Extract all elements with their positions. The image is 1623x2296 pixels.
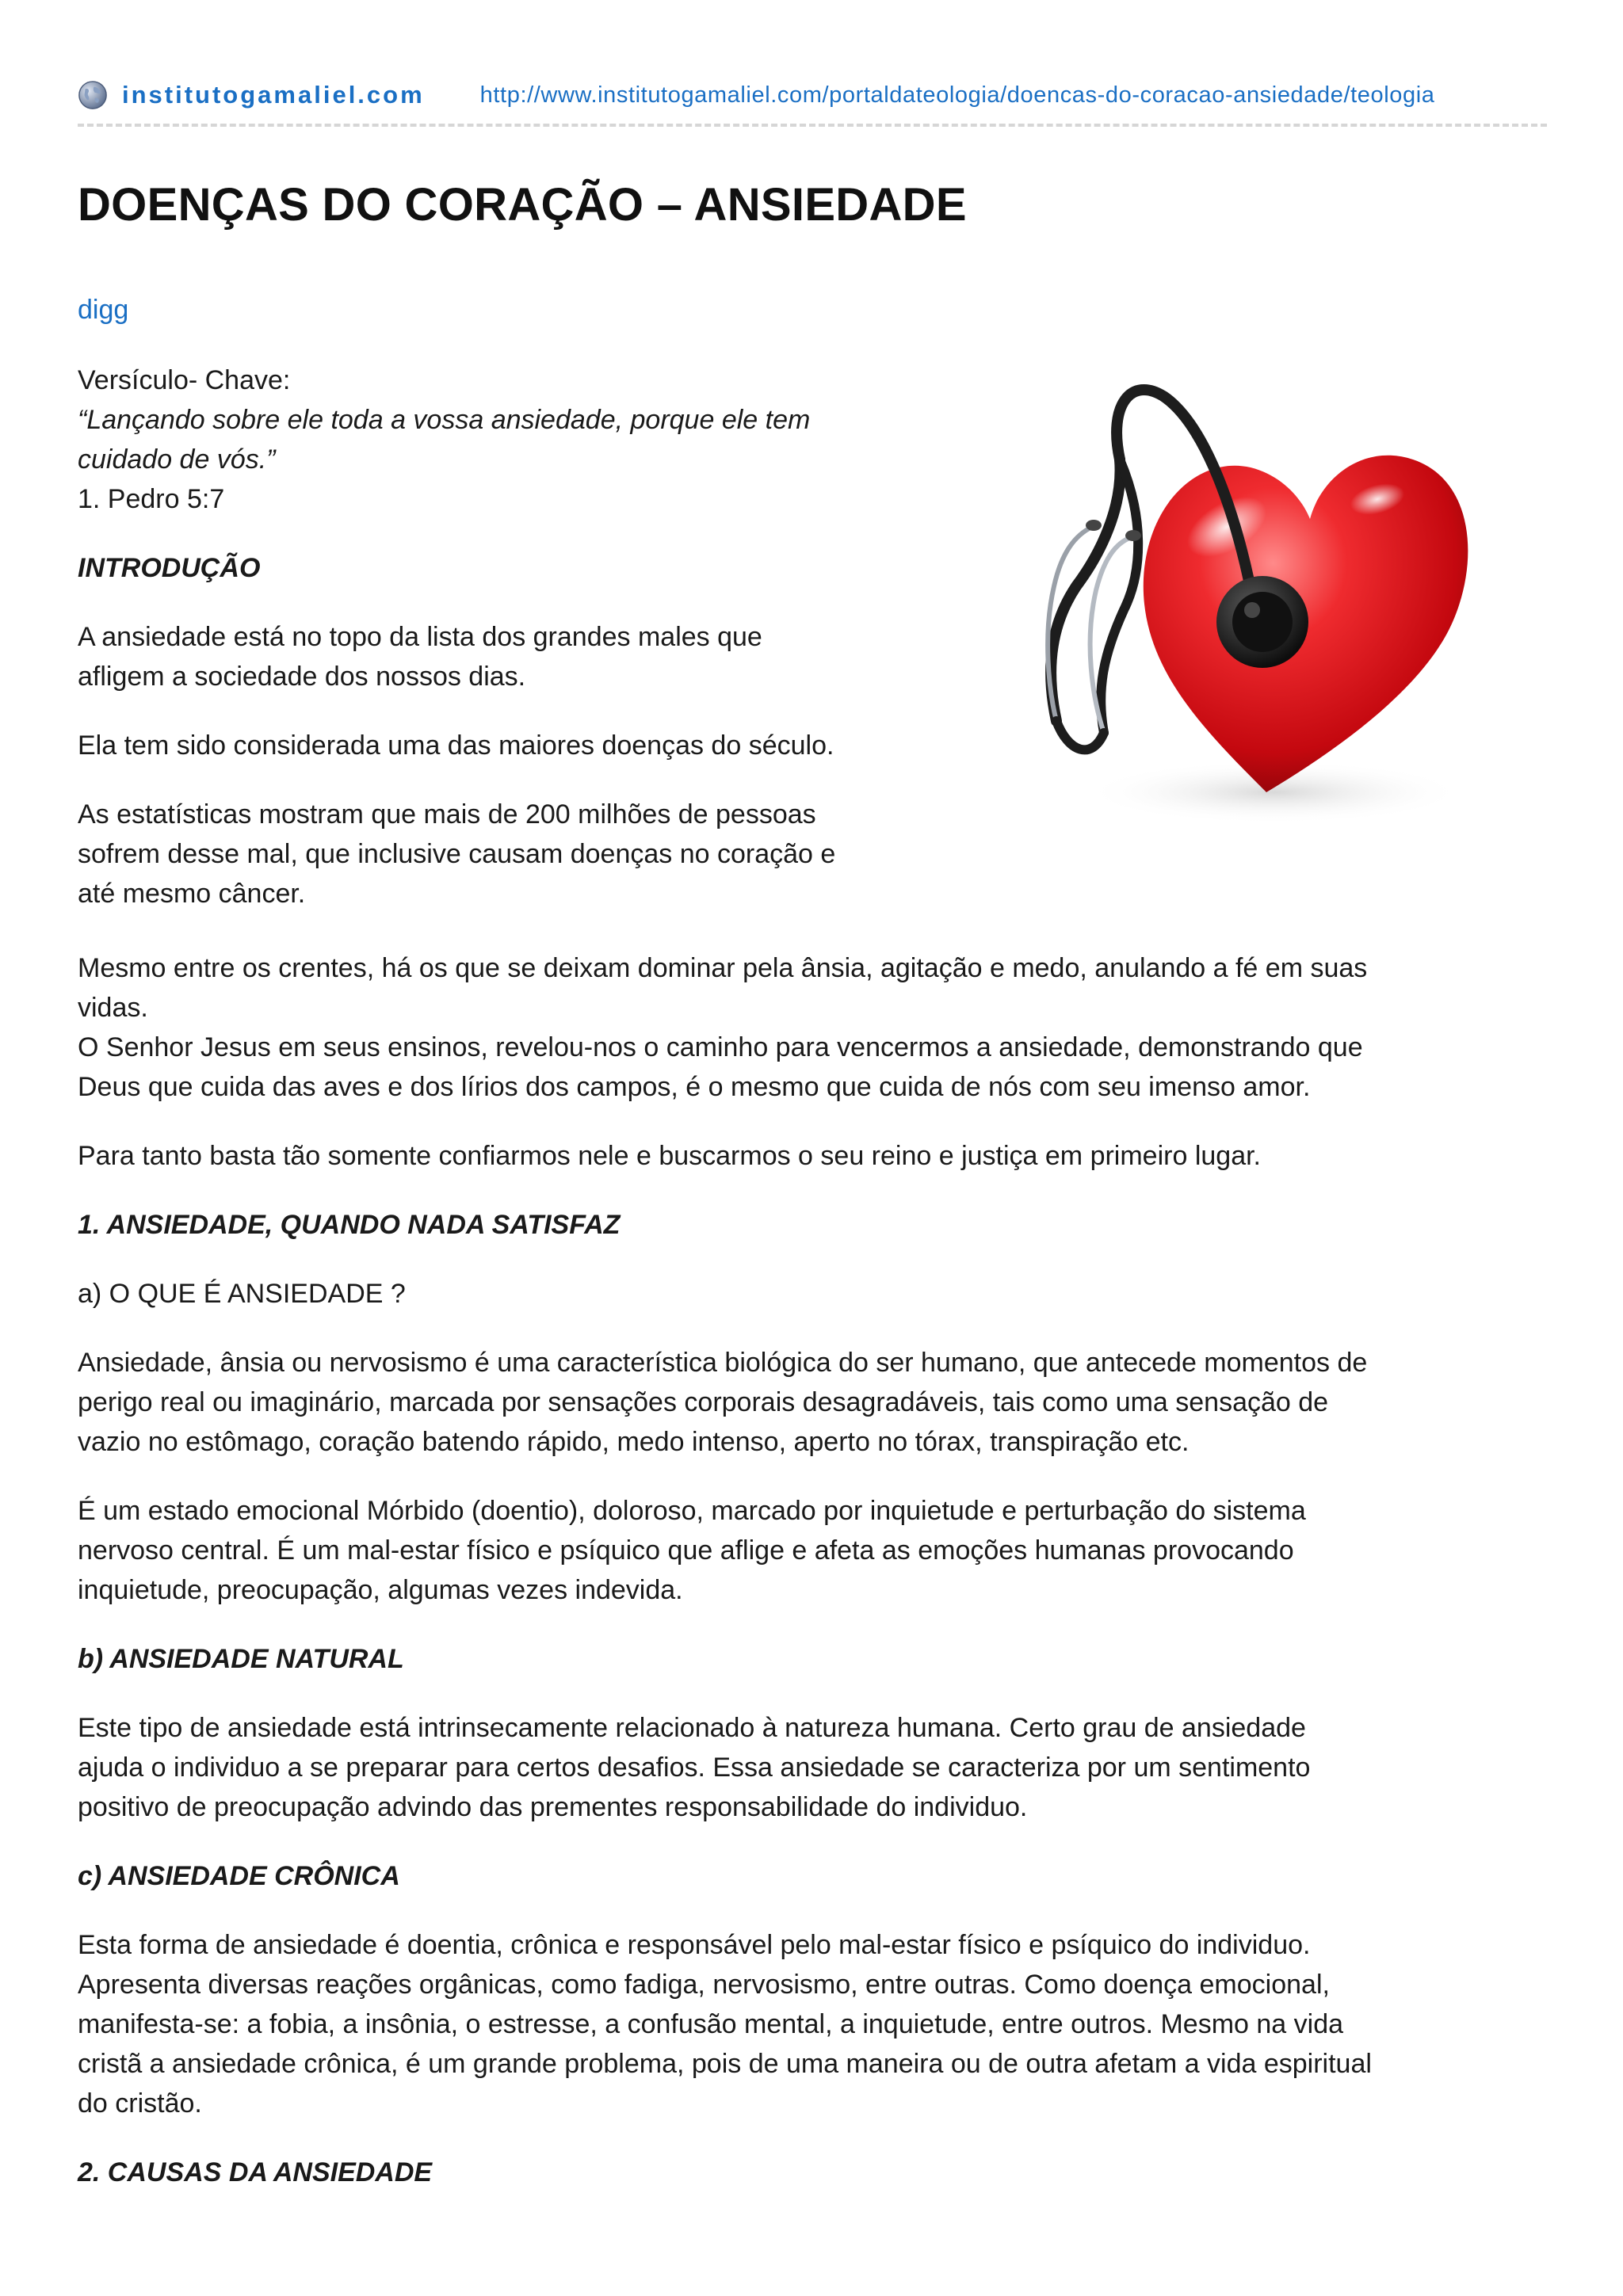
paragraph	[78, 1925, 1552, 2123]
page-title: DOENÇAS DO CORAÇÃO – ANSIEDADE	[78, 179, 967, 231]
text-line: manifesta-se: a fobia, a insônia, o estresse, a confusão mental, a inquietude, entre outros. Mesmo na vida	[78, 2009, 1344, 2039]
page-url-link[interactable]: http://www.institutogamaliel.com/portaldateologia/doencas-do-coracao-ansiedade/teologia	[479, 82, 1435, 108]
text-line: nervoso central. É um mal-estar físico e psíquico que aflige e afeta as emoções humanas provocando	[78, 1535, 1294, 1566]
text-line: As estatísticas mostram que mais de 200 milhões de pessoas	[78, 799, 816, 830]
intro-column	[78, 360, 957, 913]
text-line: perigo real ou imaginário, marcada por sensações corporais desagradáveis, tais como uma sensação de	[78, 1387, 1329, 1417]
paragraph	[78, 795, 957, 913]
paragraph: Ela tem sido considerada uma das maiores doenças do século.	[78, 730, 834, 761]
text-line: afligem a sociedade dos nossos dias.	[78, 662, 526, 692]
globe-icon	[78, 80, 108, 110]
verse-text-line: cuidado de vós.”	[78, 444, 276, 475]
heart-stethoscope-illustration	[1005, 349, 1480, 840]
header-divider	[78, 124, 1547, 127]
text-line: Esta forma de ansiedade é doentia, crônica e responsável pelo mal-estar físico e psíquico do individuo.	[78, 1930, 1311, 1960]
site-name-link[interactable]: institutogamaliel.com	[122, 81, 425, 109]
subheading: b) ANSIEDADE NATURAL	[78, 1644, 404, 1674]
text-line: ajuda o individuo a se preparar para certos desafios. Essa ansiedade se caracteriza por um sentimento	[78, 1753, 1311, 1783]
text-line: É um estado emocional Mórbido (doentio), doloroso, marcado por inquietude e perturbação do sistema	[78, 1496, 1306, 1526]
text-line: A ansiedade está no topo da lista dos grandes males que	[78, 622, 762, 652]
section-heading: 1. ANSIEDADE, QUANDO NADA SATISFAZ	[78, 1210, 621, 1240]
text-line: Deus que cuida das aves e dos lírios dos campos, é o mesmo que cuida de nós com seu imenso amor.	[78, 1072, 1311, 1102]
text-line: O Senhor Jesus em seus ensinos, revelou-nos o caminho para vencermos a ansiedade, demonstrando que	[78, 1032, 1363, 1062]
text-line: Este tipo de ansiedade está intrinsecamente relacionado à natureza humana. Certo grau de ansiedade	[78, 1713, 1306, 1743]
text-line: Ansiedade, ânsia ou nervosismo é uma característica biológica do ser humano, que antecede momentos de	[78, 1348, 1368, 1378]
verse-text-line: “Lançando sobre ele toda a vossa ansiedade, porque ele tem	[78, 405, 811, 435]
subheading: a) O QUE É ANSIEDADE ?	[78, 1279, 406, 1309]
paragraph	[78, 1708, 1552, 1827]
paragraph	[78, 948, 1552, 1107]
text-line: sofrem desse mal, que inclusive causam doenças no coração e	[78, 839, 836, 869]
text-line: positivo de preocupação advindo das prementes responsabilidade do individuo.	[78, 1792, 1028, 1822]
section-heading: 2. CAUSAS DA ANSIEDADE	[78, 2157, 433, 2187]
intro-heading: INTRODUÇÃO	[78, 553, 261, 583]
text-line: até mesmo câncer.	[78, 879, 306, 909]
paragraph: Para tanto basta tão somente confiarmos nele e buscarmos o seu reino e justiça em primeiro lugar.	[78, 1141, 1261, 1171]
text-line: cristã a ansiedade crônica, é um grande problema, pois de uma maneira ou de outra afetam a vida espiritual	[78, 2049, 1372, 2079]
verse-reference: 1. Pedro 5:7	[78, 484, 225, 514]
text-line: vidas.	[78, 993, 148, 1023]
verse-label: Versículo- Chave:	[78, 365, 291, 395]
text-line: do cristão.	[78, 2088, 202, 2119]
page-header	[78, 76, 1547, 114]
digg-link[interactable]: digg	[78, 295, 129, 325]
text-line: inquietude, preocupação, algumas vezes indevida.	[78, 1575, 683, 1605]
paragraph	[78, 617, 957, 696]
paragraph	[78, 1343, 1552, 1462]
article-body	[78, 948, 1552, 2192]
text-line: Mesmo entre os crentes, há os que se deixam dominar pela ânsia, agitação e medo, anulando a fé em suas	[78, 953, 1368, 983]
text-line: vazio no estômago, coração batendo rápido, medo intenso, aperto no tórax, transpiração etc.	[78, 1427, 1190, 1457]
paragraph	[78, 1491, 1552, 1610]
text-line: Apresenta diversas reações orgânicas, como fadiga, nervosismo, entre outras. Como doença emocional,	[78, 1970, 1330, 2000]
subheading: c) ANSIEDADE CRÔNICA	[78, 1861, 400, 1891]
key-verse	[78, 360, 957, 519]
